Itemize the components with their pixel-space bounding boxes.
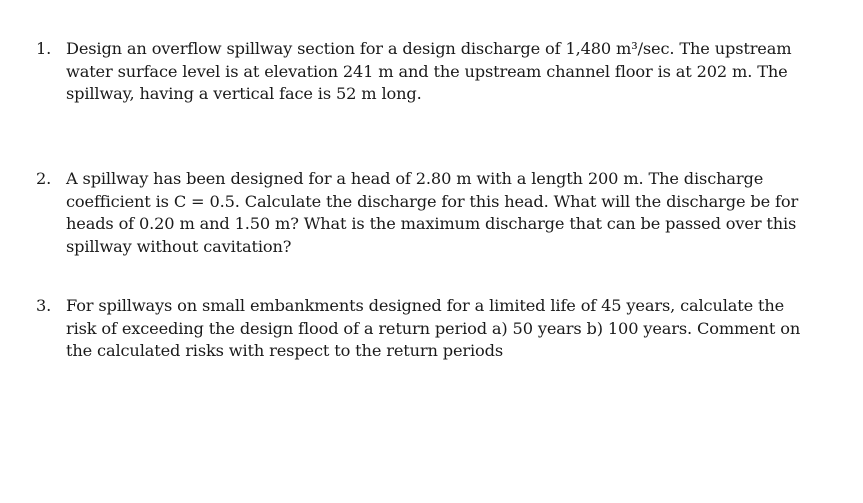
question-line: For spillways on small embankments designed for a limited life of 45 years, calculate the — [66, 296, 785, 315]
question-line: coefficient is C = 0.5. Calculate the discharge for this head. What will the discharge be for — [66, 191, 799, 211]
question-line: heads of 0.20 m and 1.50 m? What is the maximum discharge that can be passed over this — [66, 214, 797, 234]
question-line: risk of exceeding the design flood of a return period a) 50 years b) 100 years. Comment on — [66, 318, 801, 338]
question-2 — [36, 168, 836, 258]
question-3 — [36, 295, 836, 363]
question-line: spillway without cavitation? — [66, 236, 292, 256]
question-line: water surface level is at elevation 241 m and the upstream channel floor is at 202 m. The — [66, 61, 788, 81]
question-line: Design an overflow spillway section for a design discharge of 1,480 m³/sec. The upstream — [66, 39, 792, 58]
question-number: 1. — [36, 39, 52, 58]
question-line: spillway, having a vertical face is 52 m long. — [66, 84, 422, 104]
question-line: the calculated risks with respect to the return periods — [66, 341, 503, 361]
question-text — [66, 295, 834, 363]
question-1 — [36, 38, 836, 106]
question-number: 2. — [36, 169, 52, 188]
question-line: A spillway has been designed for a head of 2.80 m with a length 200 m. The discharge — [66, 169, 764, 188]
question-text — [66, 38, 834, 106]
question-text — [66, 168, 834, 258]
question-number: 3. — [36, 296, 52, 315]
